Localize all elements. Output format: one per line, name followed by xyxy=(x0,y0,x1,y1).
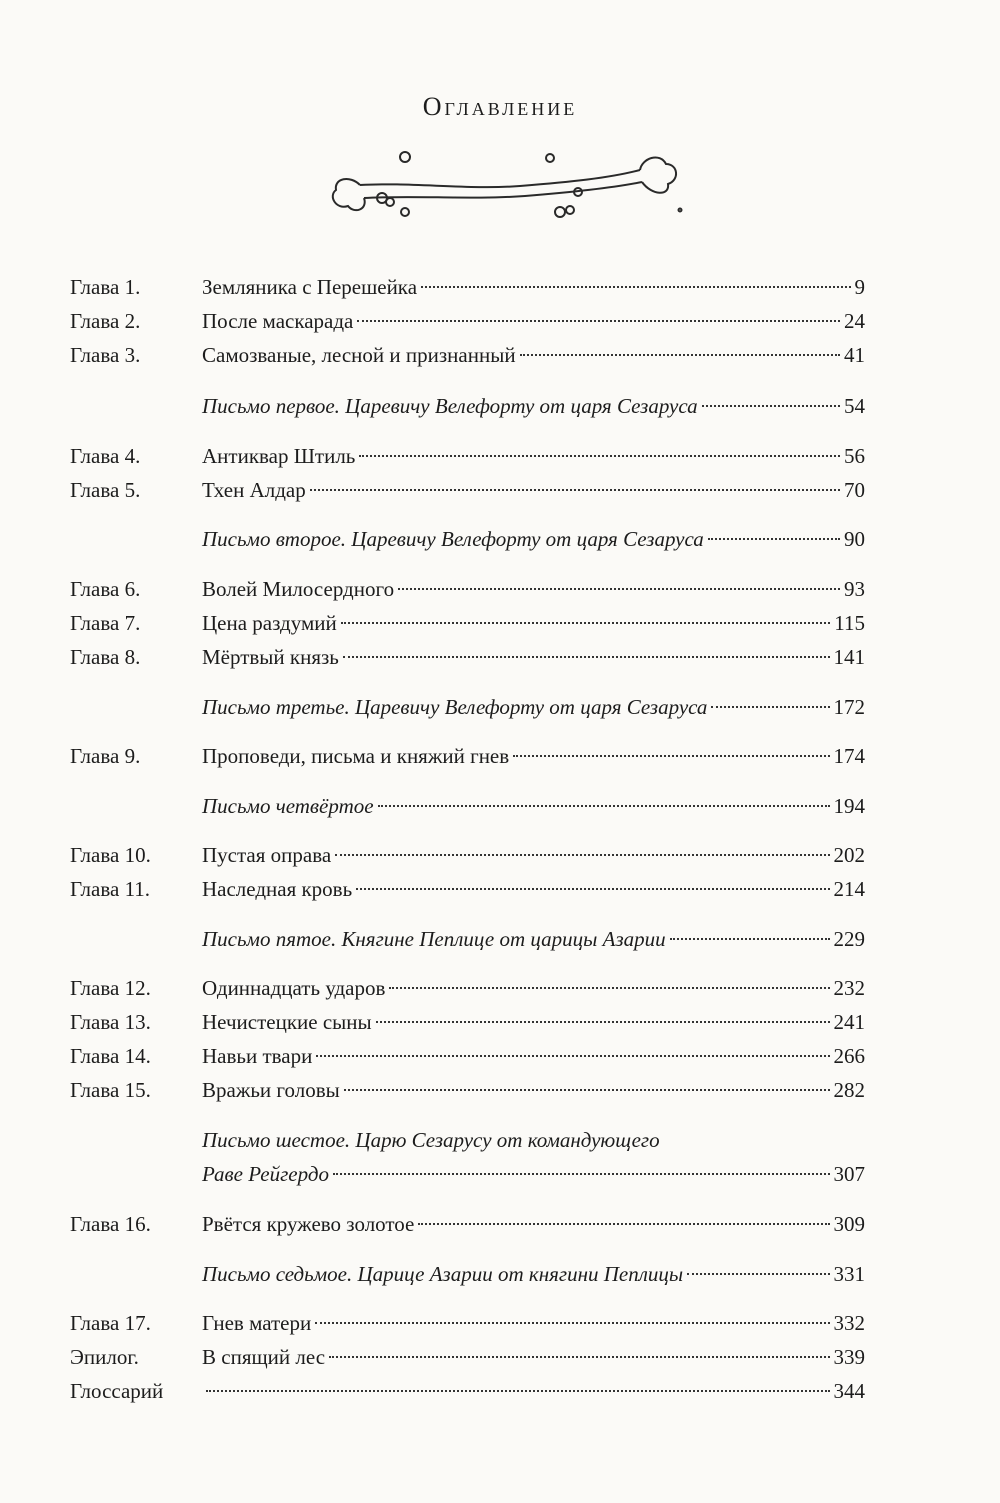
toc-label: Глава 4. xyxy=(70,444,141,468)
toc-letter-entry xyxy=(70,924,865,954)
toc-entry xyxy=(70,441,865,471)
toc-entry xyxy=(70,840,865,870)
toc-title: Вражьи головы xyxy=(202,1078,340,1102)
toc-label: Глава 7. xyxy=(70,611,141,635)
toc-page: 9 xyxy=(854,275,865,299)
toc-entry xyxy=(70,642,865,672)
toc-page: 232 xyxy=(833,976,865,1000)
toc-title: Письмо четвёртое xyxy=(202,794,374,818)
toc-title: Антиквар Штиль xyxy=(202,444,356,468)
toc-page: 241 xyxy=(833,1010,865,1034)
toc-title: После маскарада xyxy=(202,309,354,333)
toc-label: Глава 1. xyxy=(70,275,141,299)
toc-label: Глава 2. xyxy=(70,309,141,333)
toc-title: Письмо второе. Царевичу Велефорту от царя Сезаруса xyxy=(202,527,704,551)
toc-letter-entry xyxy=(70,1159,865,1189)
toc-page: 214 xyxy=(833,877,865,901)
toc-letter-entry xyxy=(70,692,865,722)
toc-entry xyxy=(70,1075,865,1105)
toc-letter-entry xyxy=(70,791,865,821)
toc-entry xyxy=(70,608,865,638)
page-title: Оглавление xyxy=(422,92,578,121)
toc-entry xyxy=(70,973,865,1003)
toc-letter-title-line1: Письмо шестое. Царю Сезарусу от командующего xyxy=(202,1128,660,1152)
toc-page: 90 xyxy=(844,527,865,551)
toc-title: Письмо третье. Царевичу Велефорту от царя Сезаруса xyxy=(202,695,708,719)
toc-label: Глава 16. xyxy=(70,1212,151,1236)
toc-title: Земляника с Перешейка xyxy=(202,275,418,299)
toc-title: В спящий лес xyxy=(202,1345,326,1369)
toc-label: Глава 8. xyxy=(70,645,141,669)
toc-page: 309 xyxy=(833,1212,865,1236)
toc-entry xyxy=(70,1209,865,1239)
toc-entry xyxy=(70,574,865,604)
toc-page: 266 xyxy=(833,1044,865,1068)
toc-label: Глава 15. xyxy=(70,1078,151,1102)
toc-page: 141 xyxy=(833,645,865,669)
toc-title: Цена раздумий xyxy=(202,611,337,635)
toc-title: Пустая оправа xyxy=(202,843,332,867)
toc-page: 331 xyxy=(833,1262,865,1286)
toc-title: Навьи твари xyxy=(202,1044,313,1068)
toc-label: Глава 6. xyxy=(70,577,141,601)
toc-entry xyxy=(70,1007,865,1037)
toc-label: Глава 9. xyxy=(70,744,141,768)
toc-label: Глава 3. xyxy=(70,343,141,367)
toc-page: 93 xyxy=(844,577,865,601)
toc-label: Глава 10. xyxy=(70,843,151,867)
toc-label: Глоссарий xyxy=(70,1379,164,1403)
toc-title: Рвётся кружево золотое xyxy=(202,1212,415,1236)
toc-title: Нечистецкие сыны xyxy=(202,1010,372,1034)
toc-entry xyxy=(70,874,865,904)
toc-letter-entry xyxy=(70,391,865,421)
toc-entry xyxy=(70,340,865,370)
toc-title: Тхен Алдар xyxy=(202,478,306,502)
toc-page: 202 xyxy=(833,843,865,867)
toc-entry xyxy=(70,272,865,302)
toc-page: 54 xyxy=(844,394,865,418)
toc-title: Одиннадцать ударов xyxy=(202,976,386,1000)
toc-letter-entry xyxy=(70,1259,865,1289)
toc-title: Волей Милосердного xyxy=(202,577,395,601)
toc-entry xyxy=(70,1308,865,1338)
toc-entry xyxy=(70,475,865,505)
toc-page: 229 xyxy=(833,927,865,951)
toc-label: Глава 5. xyxy=(70,478,141,502)
toc-entry xyxy=(70,1041,865,1071)
toc-label: Эпилог. xyxy=(70,1345,139,1369)
toc-page: 174 xyxy=(833,744,865,768)
toc-title: Письмо пятое. Княгине Пеплице от царицы Азарии xyxy=(202,927,666,951)
toc-title: Письмо первое. Царевичу Велефорту от царя Сезаруса xyxy=(202,394,698,418)
toc-page: 70 xyxy=(844,478,865,502)
toc-entry xyxy=(70,1342,865,1372)
toc-page: 56 xyxy=(844,444,865,468)
toc-title: Проповеди, письма и княжий гнев xyxy=(202,744,510,768)
toc-title: Самозваные, лесной и признанный xyxy=(202,343,516,367)
toc-title: Мёртвый князь xyxy=(202,645,339,669)
toc-label: Глава 17. xyxy=(70,1311,151,1335)
toc-page: 344 xyxy=(833,1379,865,1403)
toc-label: Глава 11. xyxy=(70,877,151,901)
toc-title: Письмо седьмое. Царице Азарии от княгини Пеплицы xyxy=(202,1262,684,1286)
toc-page: 339 xyxy=(833,1345,865,1369)
toc-page: 332 xyxy=(833,1311,865,1335)
toc-label: Глава 13. xyxy=(70,1010,151,1034)
toc-page: 115 xyxy=(834,611,865,635)
toc-title: Гнев матери xyxy=(202,1311,312,1335)
toc-title: Наследная кровь xyxy=(202,877,353,901)
toc-label: Глава 14. xyxy=(70,1044,151,1068)
toc-entry xyxy=(70,741,865,771)
toc-page: 172 xyxy=(833,695,865,719)
toc-title: Раве Рейгердо xyxy=(202,1162,329,1186)
toc-page: 194 xyxy=(833,794,865,818)
toc-letter-entry xyxy=(70,524,865,554)
toc-page: 41 xyxy=(844,343,865,367)
toc-entry xyxy=(70,306,865,336)
toc-label: Глава 12. xyxy=(70,976,151,1000)
toc-page: 282 xyxy=(833,1078,865,1102)
toc-entry xyxy=(70,1376,865,1406)
toc-page: 24 xyxy=(844,309,865,333)
toc-page: 307 xyxy=(833,1162,865,1186)
